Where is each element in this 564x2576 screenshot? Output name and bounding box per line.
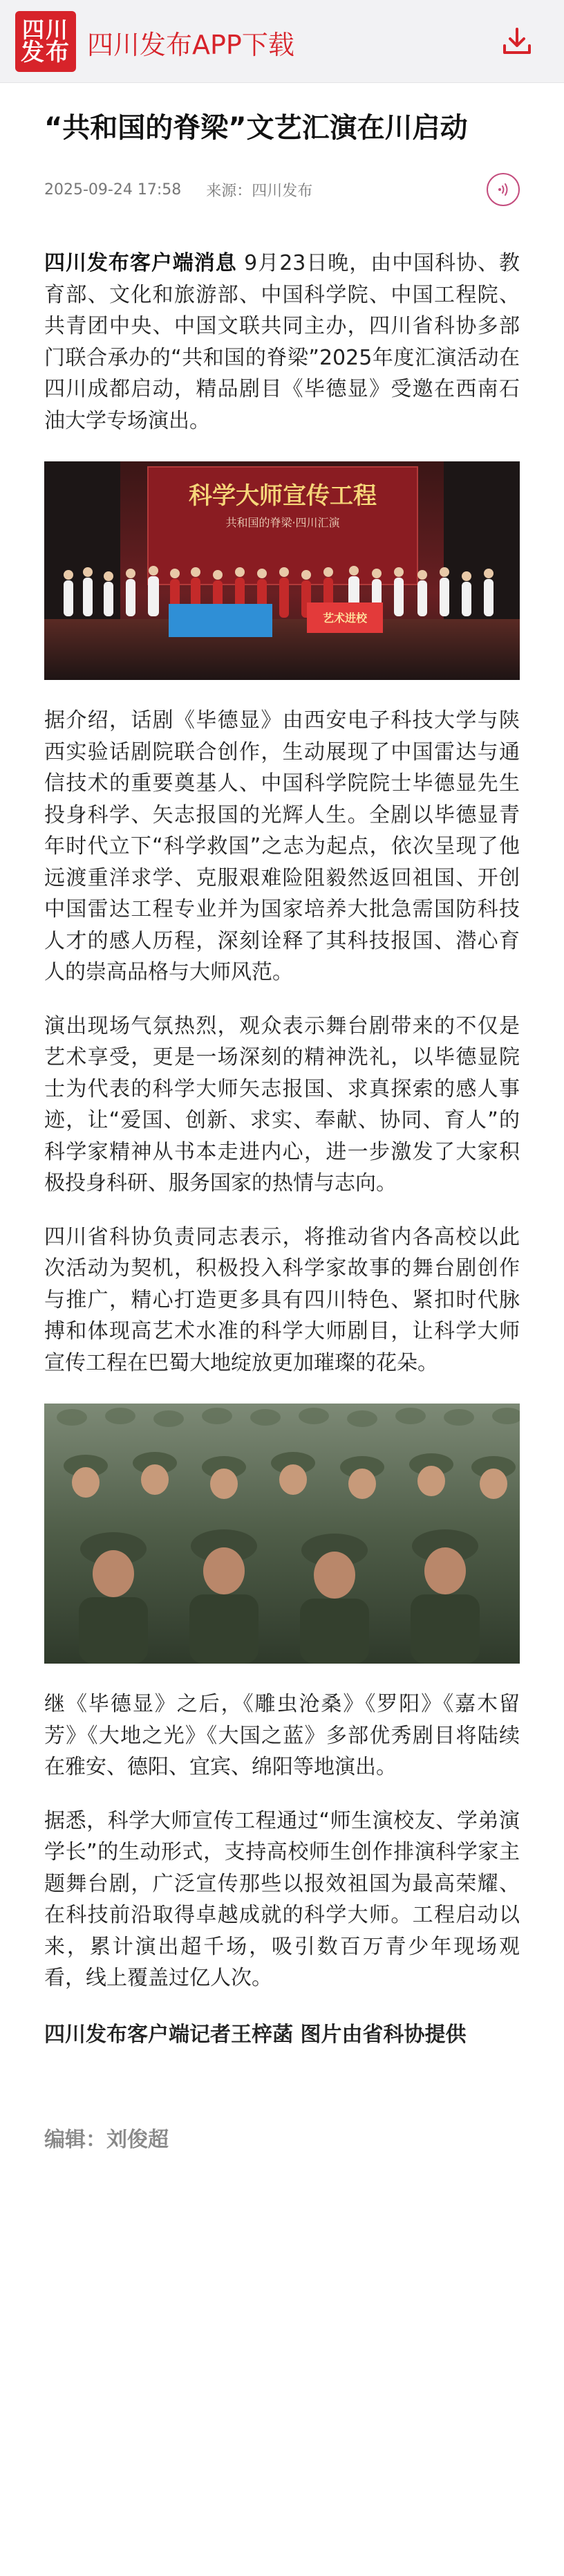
paragraph-audience: 演出现场气氛热烈，观众表示舞台剧带来的不仅是艺术享受，更是一场深刻的精神洗礼，以毕德显院士为代表的科学大师矢志报国、求真探索的感人事迹，让“爱国、创新、求实、奉献、协同、育人”的科学家精神从书本走进内心，进一步激发了大家积极投身科研、服务国家的热情与志向。	[44, 1013, 520, 1195]
article-meta	[44, 173, 520, 206]
app-download-banner[interactable]	[0, 0, 564, 83]
logo-text-line2: 发布	[21, 39, 70, 66]
article-title: “共和国的脊梁”文艺汇演在川启动	[44, 112, 468, 144]
paragraph-introduction: 据介绍，话剧《毕德显》由西安电子科技大学与陕西实验话剧院联合创作，生动展现了中国雷达与通信技术的重要奠基人、中国科学院院士毕德显先生投身科学、矢志报国的光辉人生。全剧以毕德显青年时代立下“科学救国”之志为起点，依次呈现了他远渡重洋求学、克服艰难险阻毅然返回祖国、开创中国雷达工程专业并为国家培养大批急需国防科技人才的感人历程，深刻诠释了其科技报国、潜心育人的崇高品格与大师风范。	[44, 708, 520, 984]
editor-credit: 编辑：刘俊超	[44, 2127, 169, 2152]
article-source: 来源：四川发布	[206, 182, 313, 200]
download-button[interactable]	[495, 21, 539, 62]
paragraph-program-background: 据悉，科学大师宣传工程通过“师生演校友、学弟演学长”的生动形式，支持高校师生创作排演科学家主题舞台剧，广泛宣传那些以报效祖国为最高荣耀、在科技前沿取得卓越成就的科学大师。工程启动以来，累计演出超千场，吸引数百万青少年现场观看，线上覆盖过亿人次。	[44, 1808, 520, 1990]
paragraph-official-statement: 四川省科协负责同志表示，将推动省内各高校以此次活动为契机，积极投入科学家故事的舞台剧创作与推广，精心打造更多具有四川特色、紧扣时代脉搏和体现高艺术水准的科学大师剧目，让科学大师宣传工程在巴蜀大地绽放更加璀璨的花朵。	[44, 1224, 520, 1375]
photo-banner-title: 科学大师宣传工程	[189, 482, 377, 510]
app-name[interactable]: 四川发布APP下载	[87, 30, 294, 60]
reporter-credit: 四川发布客户端记者王梓菡 图片由省科协提供	[44, 2022, 467, 2047]
paragraph-upcoming-shows: 继《毕德显》之后，《雕虫沧桑》《罗阳》《嘉木留芳》《大地之光》《大国之蓝》多部优秀剧目将陆续在雅安、德阳、宜宾、绵阳等地演出。	[44, 1692, 520, 1779]
lead-source: 四川发布客户端消息	[44, 251, 237, 275]
article	[44, 83, 520, 2153]
audio-play-button[interactable]	[487, 173, 520, 206]
lead-text: 9月23日晚，由中国科协、教育部、文化和旅游部、中国科学院、中国工程院、共青团中央、中国文联共同主办，四川省科协多部门联合承办的“共和国的脊梁”2025年度汇演活动在四川成都启动，精品剧目《毕德显》受邀在西南石油大学专场演出。	[44, 251, 520, 433]
publish-time: 2025-09-24 17:58	[44, 181, 182, 199]
audio-icon[interactable]	[494, 181, 512, 199]
lead-paragraph	[44, 248, 520, 436]
students-military-photo	[44, 1404, 520, 1664]
students-photo-illustration	[44, 1404, 520, 1664]
photo-flag-text: 艺术进校	[322, 611, 367, 625]
stage-group-photo	[44, 461, 520, 680]
download-icon[interactable]	[500, 25, 534, 58]
sichuan-fabu-logo	[15, 11, 76, 72]
photo-banner-subtitle: 共和国的脊梁·四川汇演	[225, 516, 340, 529]
logo-text-line1: 四川	[21, 17, 69, 43]
